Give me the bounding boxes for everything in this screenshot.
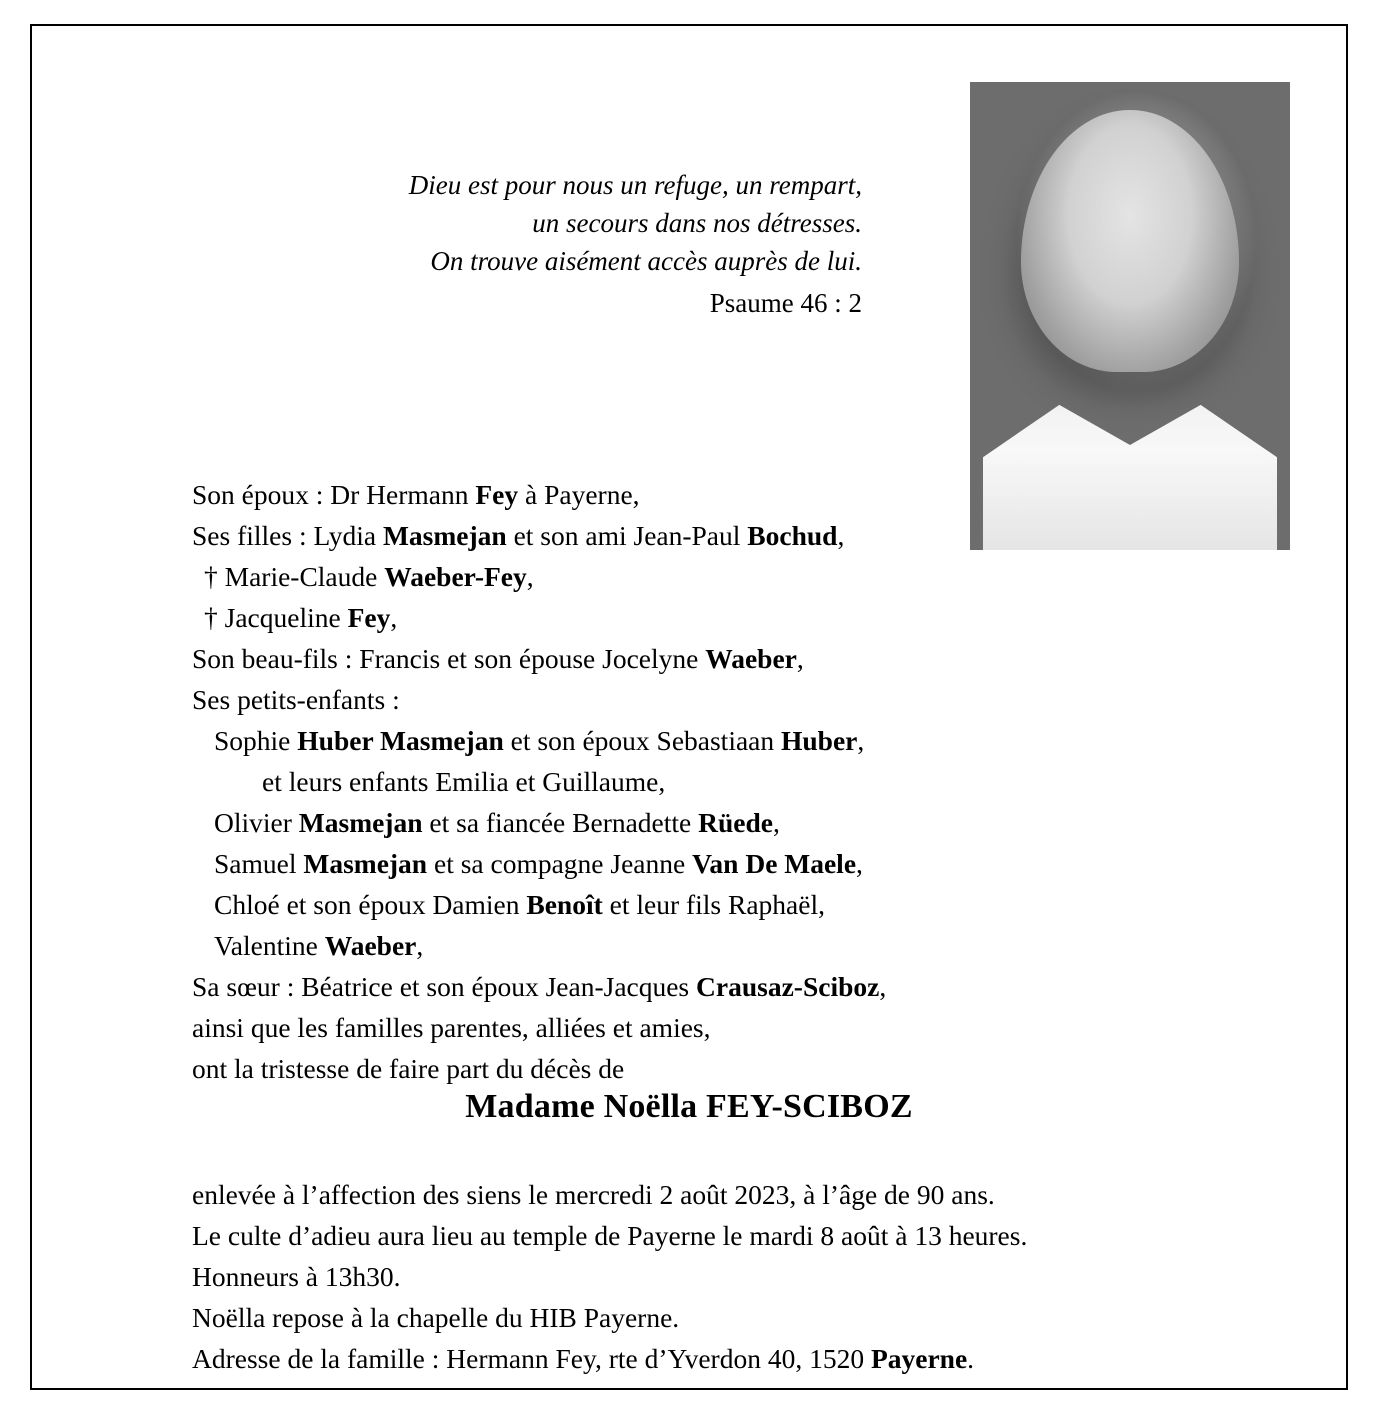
text-line: enlevée à l’affection des siens le mercredi 2 août 2023, à l’âge de 90 ans. [192,1179,995,1210]
text-line: Noëlla repose à la chapelle du HIB Payerne. [192,1302,680,1333]
text-line: Samuel Masmejan et sa compagne Jeanne Van De Maele, [214,848,863,879]
text-line: Sa sœur : Béatrice et son époux Jean-Jacques Crausaz-Sciboz, [192,971,887,1002]
family-list [192,474,1192,1089]
text-line: ont la tristesse de faire part du décès de [192,1053,625,1084]
service-details [192,1174,1272,1379]
text-line: Ses petits-enfants : [192,684,400,715]
verse-line-2: un secours dans nos détresses. [532,208,862,238]
scripture-verse [182,166,862,322]
text-line: et leurs enfants Emilia et Guillaume, [262,766,666,797]
text-line: Ses filles : Lydia Masmejan et son ami Jean-Paul Bochud, [192,520,845,551]
text-line: Adresse de la famille : Hermann Fey, rte d’Yverdon 40, 1520 Payerne. [192,1343,975,1374]
text-line: Son beau-fils : Francis et son épouse Jocelyne Waeber, [192,643,804,674]
text-line: Valentine Waeber, [214,930,424,961]
text-line: Sophie Huber Masmejan et son époux Sebastiaan Huber, [214,725,865,756]
verse-line-1: Dieu est pour nous un refuge, un rempart, [408,170,862,200]
text-line: ainsi que les familles parentes, alliées et amies, [192,1012,711,1043]
text-line: Chloé et son époux Damien Benoît et leur fils Raphaël, [214,889,825,920]
deceased-name: Madame Noëlla FEY-SCIBOZ [465,1088,913,1125]
text-line: Olivier Masmejan et sa fiancée Bernadette Rüede, [214,807,780,838]
text-line: † Jacqueline Fey, [204,602,398,633]
verse-line-3: On trouve aisément accès auprès de lui. [430,246,862,276]
text-line: Son époux : Dr Hermann Fey à Payerne, [192,479,640,510]
memorial-card [30,24,1348,1390]
verse-reference: Psaume 46 : 2 [709,288,862,318]
text-line: Honneurs à 13h30. [192,1261,401,1292]
text-line: Le culte d’adieu aura lieu au temple de Payerne le mardi 8 août à 13 heures. [192,1220,1028,1251]
text-line: † Marie-Claude Waeber-Fey, [204,561,534,592]
